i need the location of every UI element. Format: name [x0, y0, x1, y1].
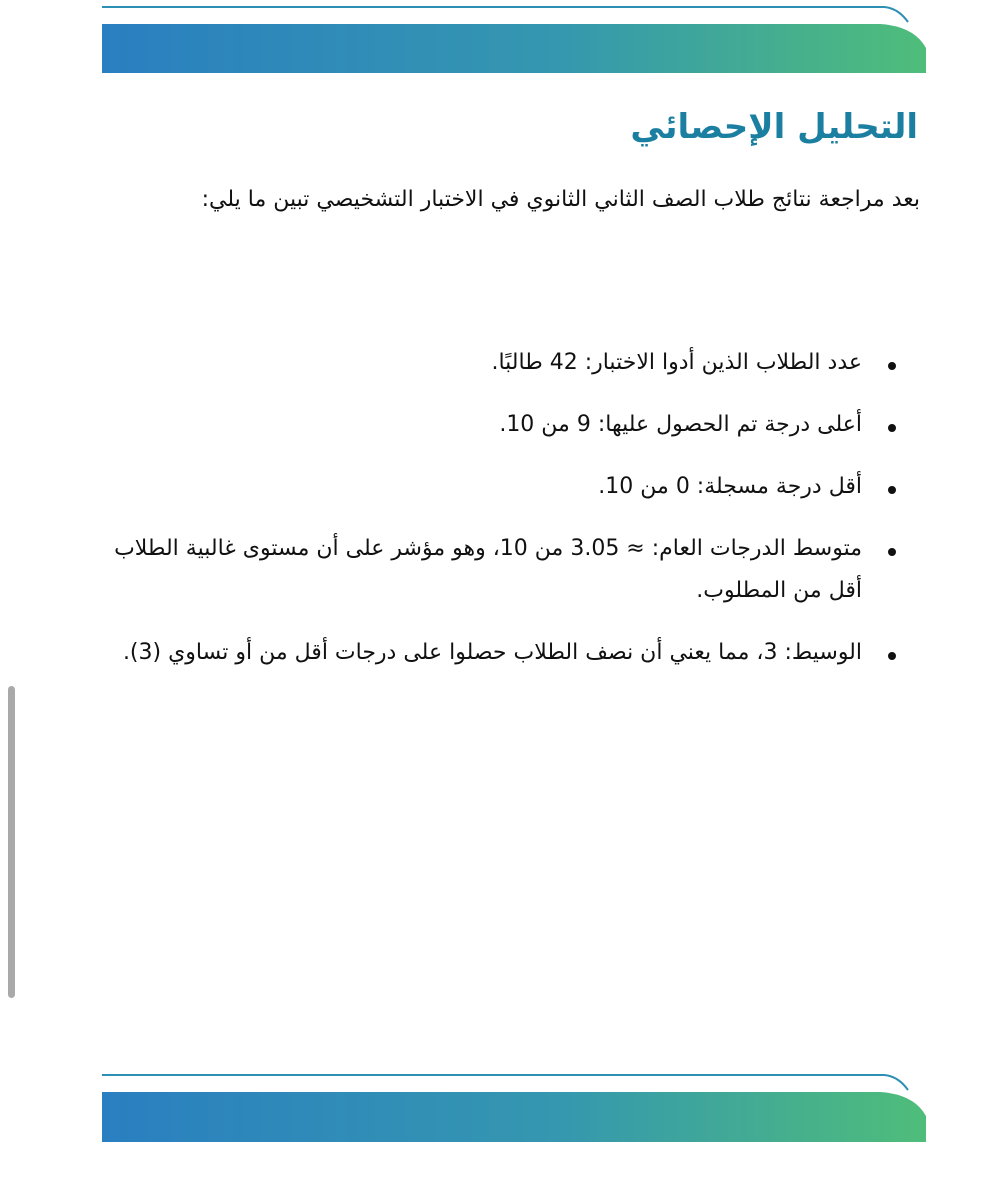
finding-text: أقل درجة مسجلة: 0 من 10. [598, 474, 862, 499]
list-item [110, 528, 896, 612]
banner-bar [102, 1092, 926, 1142]
intro-paragraph: بعد مراجعة نتائج طلاب الصف الثاني الثانوي في الاختبار التشخيصي تبين ما يلي: [201, 187, 920, 212]
page-title: التحليل الإحصائي [630, 107, 918, 147]
list-item [110, 466, 896, 508]
finding-text: أعلى درجة تم الحصول عليها: 9 من 10. [499, 412, 862, 437]
header-banner [0, 0, 1006, 80]
bullet-icon [888, 486, 896, 494]
findings-list [110, 342, 896, 694]
banner-accent-line [102, 1075, 908, 1090]
list-item [110, 632, 896, 674]
banner-accent-line [102, 7, 908, 22]
bullet-icon [888, 652, 896, 660]
scrollbar-thumb[interactable] [8, 686, 15, 998]
finding-text: متوسط الدرجات العام: ≈ 3.05 من 10، وهو مؤشر على أن مستوى غالبية الطلاب أقل من المطلوب. [114, 536, 862, 603]
finding-text: الوسيط: 3، مما يعني أن نصف الطلاب حصلوا على درجات أقل من أو تساوي (3). [122, 640, 862, 665]
footer-banner [0, 1068, 1006, 1148]
finding-text: عدد الطلاب الذين أدوا الاختبار: 42 طالبًا. [491, 350, 862, 375]
banner-bar [102, 24, 926, 73]
list-item [110, 342, 896, 384]
bullet-icon [888, 362, 896, 370]
list-item [110, 404, 896, 446]
bullet-icon [888, 548, 896, 556]
bullet-icon [888, 424, 896, 432]
